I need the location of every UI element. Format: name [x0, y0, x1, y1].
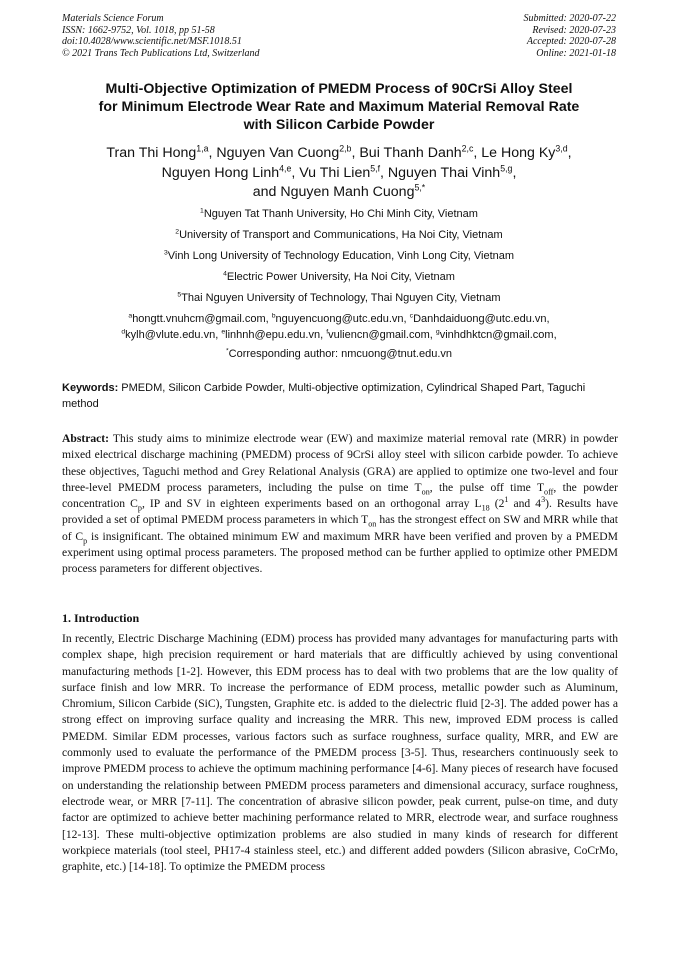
email-marker: d	[121, 328, 126, 336]
email-address: nguyencuong@utc.edu.vn,	[275, 313, 410, 325]
author-affiliation-marker: 5,g	[500, 162, 513, 173]
email-address: kylh@vlute.edu.vn,	[125, 329, 222, 341]
abstract-body	[62, 432, 618, 575]
affiliation-text: Vinh Long University of Technology Education, Vinh Long City, Vietnam	[167, 250, 515, 262]
abstract-label: Abstract:	[62, 432, 110, 445]
title-line: Multi-Objective Optimization of PMEDM Process of 90CrSi Alloy Steel	[105, 81, 573, 97]
author-separator: ,	[380, 164, 388, 181]
author-affiliation-marker: 2,c	[461, 143, 474, 154]
author-affiliation-marker: 3,d	[555, 143, 568, 154]
publication-dates	[524, 13, 617, 59]
email-marker: b	[271, 312, 276, 320]
date-submitted: Submitted: 2020-07-22	[523, 13, 616, 24]
email-address: vuliencn@gmail.com,	[328, 329, 436, 341]
author-separator: ,	[473, 145, 482, 161]
author-name: Bui Thanh Danh	[359, 145, 462, 161]
author-line	[40, 144, 638, 164]
email-marker: f	[326, 328, 329, 336]
email-line	[40, 327, 638, 343]
abstract-supscript: 3	[541, 495, 546, 505]
journal-info	[62, 13, 260, 59]
author-list	[40, 144, 638, 203]
email-address: Danhdaiduong@utc.edu.vn,	[413, 313, 550, 325]
abstract-text: and 4	[508, 497, 542, 511]
affiliation	[40, 288, 638, 309]
author-name: Tran Thi Hong	[106, 145, 197, 161]
corresponding-marker: *	[225, 347, 229, 355]
author-separator: ,	[512, 164, 517, 181]
abstract-subscript: p	[83, 536, 88, 546]
journal-copyright: © 2021 Trans Tech Publications Ltd, Switzerland	[62, 47, 260, 59]
email-address: vinhdhktcn@gmail.com,	[439, 329, 557, 341]
date-online: Online: 2021-01-18	[536, 47, 616, 59]
journal-name: Materials Science Forum	[62, 13, 164, 24]
title-line: for Minimum Electrode Wear Rate and Maximum Material Removal Rate	[98, 99, 580, 115]
affiliation-text: Thai Nguyen University of Technology, Thai Nguyen City, Vietnam	[181, 292, 501, 304]
affiliation	[40, 204, 638, 225]
abstract-subscript: off	[544, 487, 554, 497]
author-line	[40, 164, 638, 184]
abstract-text: , the pulse off time T	[429, 480, 545, 494]
abstract-text: ). Results have provided a set of optimal PMEDM process parameters in which T	[62, 497, 618, 527]
author-separator: ,	[208, 145, 217, 161]
abstract-subscript: 18	[481, 503, 490, 513]
keywords-label: Keywords:	[62, 382, 119, 394]
abstract-subscript: on	[368, 519, 377, 529]
email-address: linhnh@epu.edu.vn,	[225, 329, 327, 341]
affiliation-marker: 3	[163, 249, 168, 257]
email-marker: a	[128, 312, 133, 320]
affiliation	[40, 246, 638, 267]
affiliation-marker: 2	[175, 228, 180, 236]
affiliation-marker: 4	[223, 270, 227, 278]
email-marker: g	[435, 328, 440, 336]
abstract-text: is insignificant. The obtained minimum EW and maximum MRR have been verified and proven by a PMEDM experiment using optimal process parameters. The proposed method can be further applied to optimize other PMEDM process parameters for different objectives.	[62, 529, 618, 576]
author-separator: ,	[291, 164, 300, 181]
affiliation-text: Nguyen Tat Thanh University, Ho Chi Minh City, Vietnam	[203, 208, 478, 220]
email-list	[40, 311, 638, 343]
date-accepted: Accepted: 2020-07-28	[526, 36, 616, 48]
abstract-subscript: p	[137, 503, 142, 513]
author-affiliation-marker: 4,e	[279, 162, 292, 173]
affiliation-text: University of Transport and Communications, Ha Noi City, Vietnam	[179, 229, 503, 241]
abstract-text: , the powder concentration C	[62, 480, 618, 511]
abstract-text: , IP and SV in eighteen experiments based on an orthogonal array L	[141, 497, 482, 511]
section-heading-introduction: 1. Introduction	[62, 611, 140, 625]
email-marker: e	[221, 328, 226, 336]
title-line: with Silicon Carbide Powder	[243, 117, 435, 133]
abstract-supscript: 1	[504, 495, 509, 505]
author-name: and Nguyen Manh Cuong	[252, 184, 415, 200]
corresponding-author	[40, 346, 638, 362]
author-name: Vu Thi Lien	[299, 164, 371, 181]
email-marker: c	[409, 312, 414, 320]
author-name: Nguyen Hong Linh	[161, 164, 280, 181]
author-separator: ,	[567, 145, 572, 161]
author-affiliation-marker: 1,a	[196, 143, 209, 154]
affiliation-list	[40, 204, 638, 309]
abstract-text: has the strongest effect on SW and MRR while that of C	[62, 513, 618, 543]
author-name: Nguyen Van Cuong	[216, 145, 340, 161]
affiliation	[40, 267, 638, 288]
affiliation-marker: 1	[200, 207, 204, 215]
email-address: hongtt.vnuhcm@gmail.com,	[132, 313, 272, 325]
affiliation	[40, 225, 638, 246]
author-name: Le Hong Ky	[481, 145, 556, 161]
abstract	[62, 431, 618, 578]
author-name: Nguyen Thai Vinh	[387, 164, 501, 181]
abstract-text: (2	[489, 497, 505, 511]
abstract-text: This study aims to minimize electrode wear (EW) and maximize material removal rate (MRR) in powder mixed electrical discharge machining (PMEDM) process of 9CrSi alloy steel with silicon carbide powder. To achieve these objectives, Taguchi method and Grey Relational Analysis (GRA) are applied to optimize one two-level and four three-level PMEDM process parameters, including the pulse on time T	[62, 432, 618, 494]
paper-title	[40, 80, 638, 134]
affiliation-text: Electric Power University, Ha Noi City, Vietnam	[226, 271, 455, 283]
journal-issn: ISSN: 1662-9752, Vol. 1018, pp 51-58	[62, 24, 215, 36]
affiliation-marker: 5	[177, 291, 182, 299]
introduction-text: In recently, Electric Discharge Machining (EDM) process has provided many advantages for manufacturing parts with complex shape, high precision requirement or hard materials that are difficultly achieved by using conventional manufacturing methods [1-2]. However, this EDM process has to deal with two problems that are the low quality of surface finish and low MRR. To increase the performance of EDM process, metallic powder such as Aluminum, Chromium, Silicon Carbide (SiC), Tungsten, Graphite etc. is added to the dielectric fluid [2-3]. The added power has a strong effect on improving surface quality and increasing the MRR. This new, improved EDM process is called PMEDM. Similar EDM processes, various factors such as surface roughness, surface quality, MRR, and EW are commonly used to evaluate the performance of the PMEDM process [3-5]. Thus, researchers continuously seek to improve PMEDM process to achieve the optimum machining performance [4-6]. Many pieces of research have focused on understanding the relationship between PMEDM process parameters and dimensional accuracy, surface roughness, electrode wear, or MRR [7-11]. The concentration of abrasive silicon powder, peak current, pulse-on time, and duty factor are optimized to achieve better machining performance related to MRR, electrode wear, and surface roughness [12-13]. These multi-objective optimization problems are also studied in many kinds of research for different workpiece materials (tool steel, PH17-4 stainless steel, etc.) and different added powders (Silicon abrasive, CoCrMo, graphite, etc.) [14-18]. To optimize the PMEDM process	[62, 632, 618, 874]
email-line	[40, 311, 638, 327]
author-line	[40, 183, 638, 203]
date-revised: Revised: 2020-07-23	[532, 24, 616, 36]
keywords	[62, 380, 618, 412]
journal-doi: doi:10.4028/www.scientific.net/MSF.1018.51	[62, 36, 242, 48]
corresponding-text: Corresponding author: nmcuong@tnut.edu.vn	[228, 348, 453, 360]
abstract-subscript: on	[421, 487, 430, 497]
keywords-text: PMEDM, Silicon Carbide Powder, Multi-objective optimization, Cylindrical Shaped Part, Taguchi method	[62, 382, 586, 410]
author-affiliation-marker: 5,f	[370, 162, 381, 173]
author-affiliation-marker: 2,b	[339, 143, 352, 154]
author-separator: ,	[351, 145, 360, 161]
author-affiliation-marker: 5,*	[414, 182, 426, 193]
